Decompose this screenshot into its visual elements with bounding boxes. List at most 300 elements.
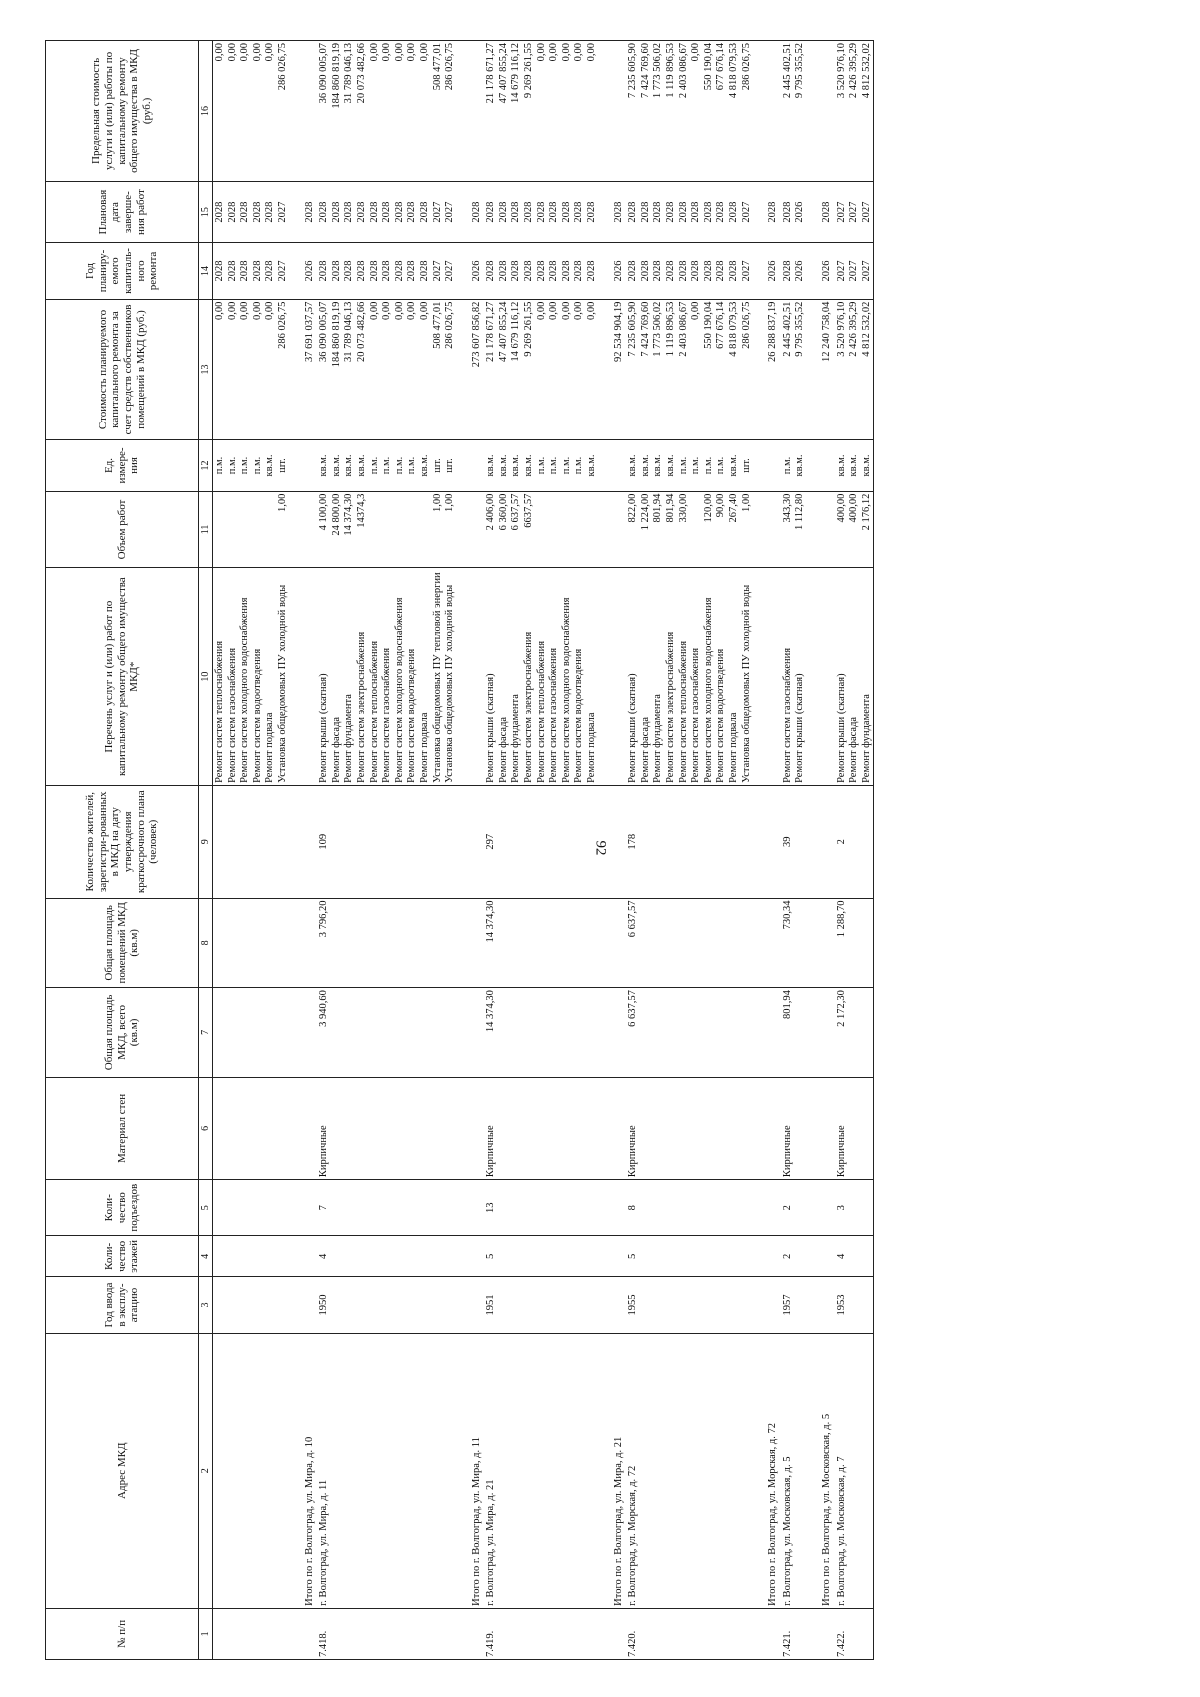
cell-col-4 [510, 1236, 523, 1277]
cell-col-6 [498, 1077, 511, 1179]
cell-col-11: 120,00 [703, 491, 716, 568]
cell-col-16: 7 424 769,60 [640, 41, 653, 182]
cell-col-14: 2028 [640, 243, 653, 299]
cell-col-4 [406, 1236, 419, 1277]
cell-col-1 [586, 1608, 599, 1659]
cell-col-4: 2 [780, 1236, 795, 1277]
cell-col-14: 2028 [678, 243, 691, 299]
cell-col-3 [861, 1277, 874, 1333]
cell-col-10: Ремонт крыши (скатная) [625, 568, 640, 786]
column-number-5: 5 [199, 1180, 213, 1236]
cell-col-6 [343, 1077, 356, 1179]
cell-col-8 [703, 898, 716, 988]
cell-col-8 [548, 898, 561, 988]
column-header-16: Предельная стоимость услуги и (или) работы по капитальному ремонту общего имущества в МКД (руб.) [46, 41, 199, 182]
cell-col-7 [573, 988, 586, 1078]
column-header-13: Стоимость планируемого капитального ремонта за счет средств собственников помещений в МКД (руб.) [46, 299, 199, 440]
cell-col-9 [715, 785, 728, 898]
cell-col-10: Ремонт систем холодного водоснабжения [703, 568, 716, 786]
cell-col-5 [652, 1180, 665, 1236]
cell-col-9 [678, 785, 691, 898]
cell-col-10: Ремонт систем газоснабжения [548, 568, 561, 786]
cell-col-12: п.м. [715, 440, 728, 491]
cell-col-13: 286 026,75 [741, 299, 754, 440]
cell-col-6 [277, 1077, 290, 1179]
cell-col-3 [848, 1277, 861, 1333]
cell-col-5 [861, 1180, 874, 1236]
cell-col-5 [419, 1180, 432, 1236]
cell-col-4 [536, 1236, 549, 1277]
cell-col-14: 2027 [277, 243, 290, 299]
cell-col-5 [290, 1180, 317, 1236]
cell-col-12: п.м. [227, 440, 240, 491]
cell-col-15: 2028 [290, 181, 317, 242]
cell-col-15: 2028 [561, 181, 574, 242]
cell-col-14: 2028 [703, 243, 716, 299]
table-row [794, 41, 807, 1660]
cell-col-12: кв.м. [510, 440, 523, 491]
cell-col-15: 2028 [586, 181, 599, 242]
cell-col-12: п.м. [548, 440, 561, 491]
cell-col-8 [331, 898, 344, 988]
cell-col-3 [252, 1277, 265, 1333]
cell-col-11 [394, 491, 407, 568]
cell-col-1 [599, 1608, 626, 1659]
cell-col-13: 4 818 079,53 [728, 299, 741, 440]
cell-col-14: 2028 [419, 243, 432, 299]
cell-col-14: 2028 [227, 243, 240, 299]
cell-col-11: 4 100,00 [316, 491, 331, 568]
table-row [715, 41, 728, 1660]
cell-col-7 [794, 988, 807, 1078]
cell-col-2 [394, 1333, 407, 1608]
cell-col-7 [848, 988, 861, 1078]
cell-col-6 [548, 1077, 561, 1179]
cell-col-10: Ремонт подвала [728, 568, 741, 786]
cell-col-5 [264, 1180, 277, 1236]
cell-col-15: 2028 [678, 181, 691, 242]
cell-col-16 [457, 41, 484, 182]
cell-col-9 [665, 785, 678, 898]
cell-col-13: 508 477,01 [432, 299, 445, 440]
page-number: 92 [592, 840, 609, 856]
cell-col-4 [715, 1236, 728, 1277]
cell-col-13: 0,00 [548, 299, 561, 440]
cell-col-7 [213, 988, 227, 1078]
cell-col-9: 178 [625, 785, 640, 898]
cell-col-11: 1 224,00 [640, 491, 653, 568]
cell-col-8 [794, 898, 807, 988]
cell-col-10 [290, 568, 317, 786]
cell-col-6 [252, 1077, 265, 1179]
cell-col-1 [753, 1608, 780, 1659]
cell-col-11 [381, 491, 394, 568]
cell-col-1 [406, 1608, 419, 1659]
cell-col-10: Ремонт систем теплоснабжения [678, 568, 691, 786]
cell-col-2 [665, 1333, 678, 1608]
cell-col-13: 184 860 819,19 [331, 299, 344, 440]
cell-col-13: 0,00 [690, 299, 703, 440]
cell-col-6 [432, 1077, 445, 1179]
cell-col-7 [239, 988, 252, 1078]
cell-col-16: 2 403 086,67 [678, 41, 691, 182]
cell-col-4 [343, 1236, 356, 1277]
cell-col-2: Итого по г. Волгоград, ул. Московская, д. 5 [807, 1333, 834, 1608]
cell-col-15: 2027 [861, 181, 874, 242]
cell-col-8 [848, 898, 861, 988]
cell-col-2 [573, 1333, 586, 1608]
cell-col-9 [548, 785, 561, 898]
cell-col-5 [848, 1180, 861, 1236]
cell-col-16: 0,00 [586, 41, 599, 182]
cell-col-8: 3 796,20 [316, 898, 331, 988]
cell-col-7 [290, 988, 317, 1078]
cell-col-2 [690, 1333, 703, 1608]
cell-col-2: г. Волгоград, ул. Московская, д. 7 [834, 1333, 849, 1608]
cell-col-9 [419, 785, 432, 898]
cell-col-8: 730,34 [780, 898, 795, 988]
cell-col-16: 4 818 079,53 [728, 41, 741, 182]
cell-col-12: п.м. [406, 440, 419, 491]
cell-col-12 [753, 440, 780, 491]
cell-col-7 [343, 988, 356, 1078]
cell-col-4 [728, 1236, 741, 1277]
cell-col-11: 14 374,30 [343, 491, 356, 568]
cell-col-13: 0,00 [213, 299, 227, 440]
cell-col-6: Кирпичные [483, 1077, 498, 1179]
cell-col-3 [356, 1277, 369, 1333]
cell-col-14: 2028 [483, 243, 498, 299]
cell-col-2: Итого по г. Волгоград, ул. Мира, д. 11 [457, 1333, 484, 1608]
column-header-8: Общая площадь помещений МКД (кв.м) [46, 898, 199, 988]
cell-col-10: Ремонт систем холодного водоснабжения [239, 568, 252, 786]
cell-col-5 [690, 1180, 703, 1236]
cell-col-12 [599, 440, 626, 491]
cell-col-13: 0,00 [561, 299, 574, 440]
cell-col-10: Ремонт фундамента [652, 568, 665, 786]
cell-col-5 [573, 1180, 586, 1236]
cell-col-9 [703, 785, 716, 898]
cell-col-14: 2028 [343, 243, 356, 299]
cell-col-3 [794, 1277, 807, 1333]
total-row [290, 41, 317, 1660]
cell-col-2 [510, 1333, 523, 1608]
cell-col-1 [356, 1608, 369, 1659]
cell-col-14: 2028 [356, 243, 369, 299]
cell-col-9 [406, 785, 419, 898]
cell-col-6 [227, 1077, 240, 1179]
cell-col-7 [652, 988, 665, 1078]
cell-col-11: 1,00 [432, 491, 445, 568]
cell-col-9 [753, 785, 780, 898]
cell-col-7 [678, 988, 691, 1078]
cell-col-9 [369, 785, 382, 898]
cell-col-7 [419, 988, 432, 1078]
cell-col-4 [444, 1236, 457, 1277]
cell-col-5 [794, 1180, 807, 1236]
cell-col-10: Ремонт систем электроснабжения [356, 568, 369, 786]
cell-col-2 [728, 1333, 741, 1608]
cell-col-14: 2028 [264, 243, 277, 299]
cell-col-6 [753, 1077, 780, 1179]
cell-col-13: 550 190,04 [703, 299, 716, 440]
cell-col-7 [586, 988, 599, 1078]
cell-col-16: 14 679 116,12 [510, 41, 523, 182]
cell-col-3 [394, 1277, 407, 1333]
cell-col-10: Ремонт фундамента [861, 568, 874, 786]
cell-col-9 [510, 785, 523, 898]
cell-col-11: 14374,3 [356, 491, 369, 568]
cell-col-6 [586, 1077, 599, 1179]
cell-col-10 [457, 568, 484, 786]
building-row [834, 41, 849, 1660]
cell-col-11: 6 360,00 [498, 491, 511, 568]
cell-col-7 [457, 988, 484, 1078]
cell-col-13: 0,00 [381, 299, 394, 440]
cell-col-1 [277, 1608, 290, 1659]
cell-col-4 [678, 1236, 691, 1277]
cell-col-4: 4 [834, 1236, 849, 1277]
cell-col-4 [548, 1236, 561, 1277]
cell-col-8 [678, 898, 691, 988]
cell-col-10 [599, 568, 626, 786]
cell-col-8 [444, 898, 457, 988]
cell-col-5 [678, 1180, 691, 1236]
cell-col-10: Ремонт систем водоотведения [715, 568, 728, 786]
cell-col-9 [343, 785, 356, 898]
column-header-7: Общая площадь МКД, всего (кв.м) [46, 988, 199, 1078]
cell-col-12: кв.м. [848, 440, 861, 491]
total-row [753, 41, 780, 1660]
cell-col-16: 1 119 896,53 [665, 41, 678, 182]
cell-col-3 [561, 1277, 574, 1333]
cell-col-9: 109 [316, 785, 331, 898]
cell-col-8 [665, 898, 678, 988]
cell-col-3 [665, 1277, 678, 1333]
cell-col-9 [290, 785, 317, 898]
cell-col-14: 2028 [316, 243, 331, 299]
cell-col-7 [599, 988, 626, 1078]
cell-col-16: 31 789 046,13 [343, 41, 356, 182]
cell-col-2 [331, 1333, 344, 1608]
cell-col-13: 31 789 046,13 [343, 299, 356, 440]
table-row [861, 41, 874, 1660]
cell-col-13: 92 534 904,19 [599, 299, 626, 440]
cell-col-4 [394, 1236, 407, 1277]
cell-col-2 [381, 1333, 394, 1608]
cell-col-9: 2 [834, 785, 849, 898]
cell-col-4 [381, 1236, 394, 1277]
cell-col-5 [369, 1180, 382, 1236]
cell-col-1 [665, 1608, 678, 1659]
cell-col-11 [264, 491, 277, 568]
cell-col-9 [807, 785, 834, 898]
cell-col-6 [290, 1077, 317, 1179]
table-row [561, 41, 574, 1660]
cell-col-1 [227, 1608, 240, 1659]
cell-col-6 [406, 1077, 419, 1179]
cell-col-11: 267,40 [728, 491, 741, 568]
cell-col-8 [213, 898, 227, 988]
cell-col-4 [356, 1236, 369, 1277]
cell-col-16: 0,00 [239, 41, 252, 182]
cell-col-16: 550 190,04 [703, 41, 716, 182]
cell-col-2: г. Волгоград, ул. Московская, д. 5 [780, 1333, 795, 1608]
cell-col-11 [573, 491, 586, 568]
cell-col-14: 2026 [794, 243, 807, 299]
cell-col-11 [753, 491, 780, 568]
cell-col-14: 2028 [548, 243, 561, 299]
cell-col-3: 1957 [780, 1277, 795, 1333]
cell-col-13: 0,00 [252, 299, 265, 440]
cell-col-12: п.м. [678, 440, 691, 491]
cell-col-13: 0,00 [573, 299, 586, 440]
cell-col-16: 2 445 402,51 [780, 41, 795, 182]
cell-col-13: 21 178 671,27 [483, 299, 498, 440]
cell-col-12: п.м. [690, 440, 703, 491]
cell-col-12: кв.м. [498, 440, 511, 491]
column-number-4: 4 [199, 1236, 213, 1277]
cell-col-15: 2028 [213, 181, 227, 242]
cell-col-5 [807, 1180, 834, 1236]
cell-col-2 [498, 1333, 511, 1608]
table-row [510, 41, 523, 1660]
cell-col-10: Ремонт систем водоотведения [573, 568, 586, 786]
cell-col-1 [640, 1608, 653, 1659]
cell-col-16: 508 477,01 [432, 41, 445, 182]
cell-col-4 [457, 1236, 484, 1277]
cell-col-7 [252, 988, 265, 1078]
cell-col-15: 2028 [394, 181, 407, 242]
cell-col-13: 2 403 086,67 [678, 299, 691, 440]
cell-col-4 [848, 1236, 861, 1277]
cell-col-13: 0,00 [264, 299, 277, 440]
cell-col-9 [741, 785, 754, 898]
cell-col-8 [728, 898, 741, 988]
cell-col-16: 0,00 [394, 41, 407, 182]
cell-col-13: 26 288 837,19 [753, 299, 780, 440]
cell-col-5 [715, 1180, 728, 1236]
column-number-6: 6 [199, 1077, 213, 1179]
cell-col-1 [369, 1608, 382, 1659]
cell-col-12: кв.м. [483, 440, 498, 491]
cell-col-15: 2028 [536, 181, 549, 242]
cell-col-2 [252, 1333, 265, 1608]
cell-col-5 [728, 1180, 741, 1236]
table-row [586, 41, 599, 1660]
cell-col-8 [369, 898, 382, 988]
cell-col-9 [536, 785, 549, 898]
cell-col-2 [652, 1333, 665, 1608]
cell-col-1 [381, 1608, 394, 1659]
cell-col-13: 0,00 [419, 299, 432, 440]
cell-col-13: 0,00 [369, 299, 382, 440]
cell-col-8 [343, 898, 356, 988]
cell-col-8 [599, 898, 626, 988]
cell-col-16: 184 860 819,19 [331, 41, 344, 182]
cell-col-6 [599, 1077, 626, 1179]
cell-col-16: 0,00 [369, 41, 382, 182]
cell-col-15: 2028 [652, 181, 665, 242]
cell-col-14: 2028 [394, 243, 407, 299]
cell-col-9 [599, 785, 626, 898]
cell-col-3: 1950 [316, 1277, 331, 1333]
column-number-11: 11 [199, 491, 213, 568]
cell-col-4 [498, 1236, 511, 1277]
cell-col-11: 343,30 [780, 491, 795, 568]
cell-col-7 [510, 988, 523, 1078]
cell-col-10: Ремонт подвала [586, 568, 599, 786]
table-row [728, 41, 741, 1660]
cell-col-12: кв.м. [523, 440, 536, 491]
cell-col-11: 822,00 [625, 491, 640, 568]
cell-col-13: 286 026,75 [277, 299, 290, 440]
cell-col-13: 1 119 896,53 [665, 299, 678, 440]
cell-col-4 [640, 1236, 653, 1277]
cell-col-12 [290, 440, 317, 491]
cell-col-15: 2028 [640, 181, 653, 242]
cell-col-5 [457, 1180, 484, 1236]
cell-col-4 [807, 1236, 834, 1277]
cell-col-15: 2028 [343, 181, 356, 242]
table-row [665, 41, 678, 1660]
cell-col-1 [444, 1608, 457, 1659]
cell-col-6 [665, 1077, 678, 1179]
column-header-12: Ед. измере-ния [46, 440, 199, 491]
cell-col-7: 801,94 [780, 988, 795, 1078]
cell-col-7 [523, 988, 536, 1078]
cell-col-3 [381, 1277, 394, 1333]
cell-col-15: 2028 [753, 181, 780, 242]
cell-col-4 [861, 1236, 874, 1277]
cell-col-12: кв.м. [652, 440, 665, 491]
cell-col-16: 1 773 506,02 [652, 41, 665, 182]
total-row [599, 41, 626, 1660]
table-row [381, 41, 394, 1660]
cell-col-10: Ремонт систем газоснабжения [381, 568, 394, 786]
cell-col-15: 2026 [794, 181, 807, 242]
cell-col-14: 2028 [780, 243, 795, 299]
cell-col-3 [536, 1277, 549, 1333]
cell-col-6: Кирпичные [625, 1077, 640, 1179]
cell-col-6 [213, 1077, 227, 1179]
table-row [239, 41, 252, 1660]
cell-col-6 [715, 1077, 728, 1179]
cell-col-16: 0,00 [264, 41, 277, 182]
cell-col-12: шт. [741, 440, 754, 491]
cell-col-5: 8 [625, 1180, 640, 1236]
cell-col-11 [561, 491, 574, 568]
cell-col-8 [561, 898, 574, 988]
cell-col-2 [715, 1333, 728, 1608]
cell-col-14: 2027 [432, 243, 445, 299]
cell-col-15: 2028 [252, 181, 265, 242]
cell-col-16: 286 026,75 [277, 41, 290, 182]
cell-col-2 [343, 1333, 356, 1608]
column-number-12: 12 [199, 440, 213, 491]
cell-col-11 [252, 491, 265, 568]
cell-col-9 [444, 785, 457, 898]
cell-col-3 [548, 1277, 561, 1333]
cell-col-1: 7.420. [625, 1608, 640, 1659]
cell-col-14: 2028 [406, 243, 419, 299]
cell-col-14: 2028 [213, 243, 227, 299]
cell-col-4 [573, 1236, 586, 1277]
cell-col-16: 9 795 355,52 [794, 41, 807, 182]
cell-col-1: 7.421. [780, 1608, 795, 1659]
column-number-9: 9 [199, 785, 213, 898]
cell-col-11: 400,00 [834, 491, 849, 568]
